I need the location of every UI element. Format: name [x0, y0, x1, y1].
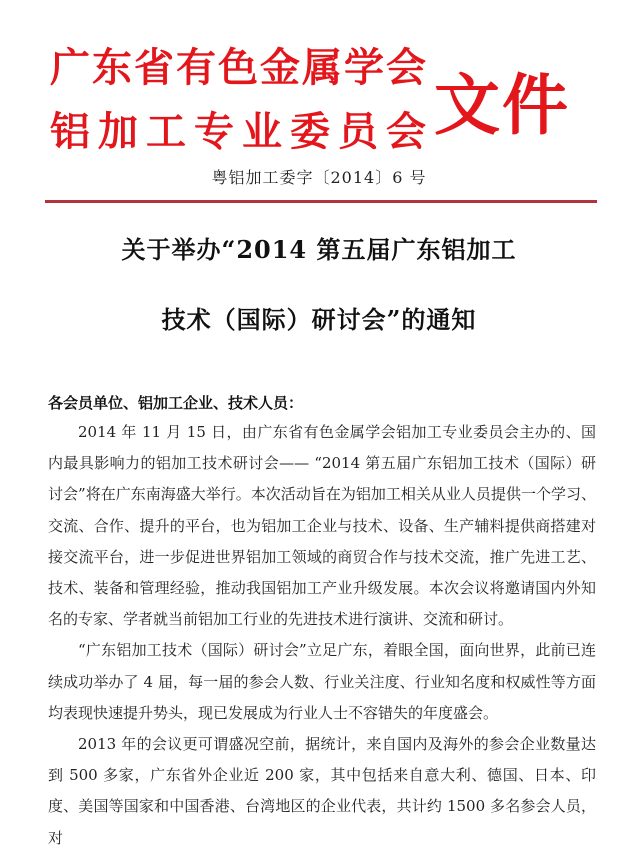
- notice-title-line1: 关于举办“2014 第五届广东铝加工: [121, 235, 517, 264]
- salutation: 各会员单位、铝加工企业、技术人员：: [48, 394, 304, 412]
- header-divider: [45, 200, 597, 203]
- document-type-label: 文件: [434, 66, 570, 144]
- issuing-org-name: 广东省有色金属学会: [50, 44, 428, 91]
- body-paragraph: 2013 年的会议更可谓盛况空前，据统计，来自国内及海外的参会企业数量达到 500 多家，广东省外企业近 200 家，其中包括来自意大利、德国、日本、印度、美国等国家和中国香港、台湾地区的企业代表，共计约 1500 多名参会人员，对: [48, 735, 596, 847]
- body-paragraph: “广东铝加工技术（国际）研讨会”立足广东，着眼全国，面向世界，此前已连续成功举办了 4 届，每一届的参会人数、行业关注度、行业知名度和权威性等方面均表现快速提升势头，现已发展成为行业人士不容错失的年度盛会。: [48, 641, 596, 722]
- issuing-committee-name: 铝加工专业委员会: [50, 108, 434, 155]
- document-number: 粤铝加工委字〔2014〕6 号: [211, 168, 427, 187]
- notice-body: [48, 417, 596, 854]
- body-paragraph: 2014 年 11 月 15 日，由广东省有色金属学会铝加工专业委员会主办的、国内最具影响力的铝加工技术研讨会—— “2014 第五届广东铝加工技术（国际）研讨会”将在广东南海盛大举行。本次活动旨在为铝加工相关从业人员提供一个学习、交流、合作、提升的平台，也为铝加工企业与技术、设备、生产辅料提供商搭建对接交流平台，进一步促进世界铝加工领域的商贸合作与技术交流，推广先进工艺、技术、装备和管理经验，推动我国铝加工产业升级发展。本次会议将邀请国内外知名的专家、学者就当前铝加工行业的先进技术进行演讲、交流和研讨。: [48, 423, 596, 629]
- notice-title-line2: 技术（国际）研讨会”的通知: [161, 305, 477, 334]
